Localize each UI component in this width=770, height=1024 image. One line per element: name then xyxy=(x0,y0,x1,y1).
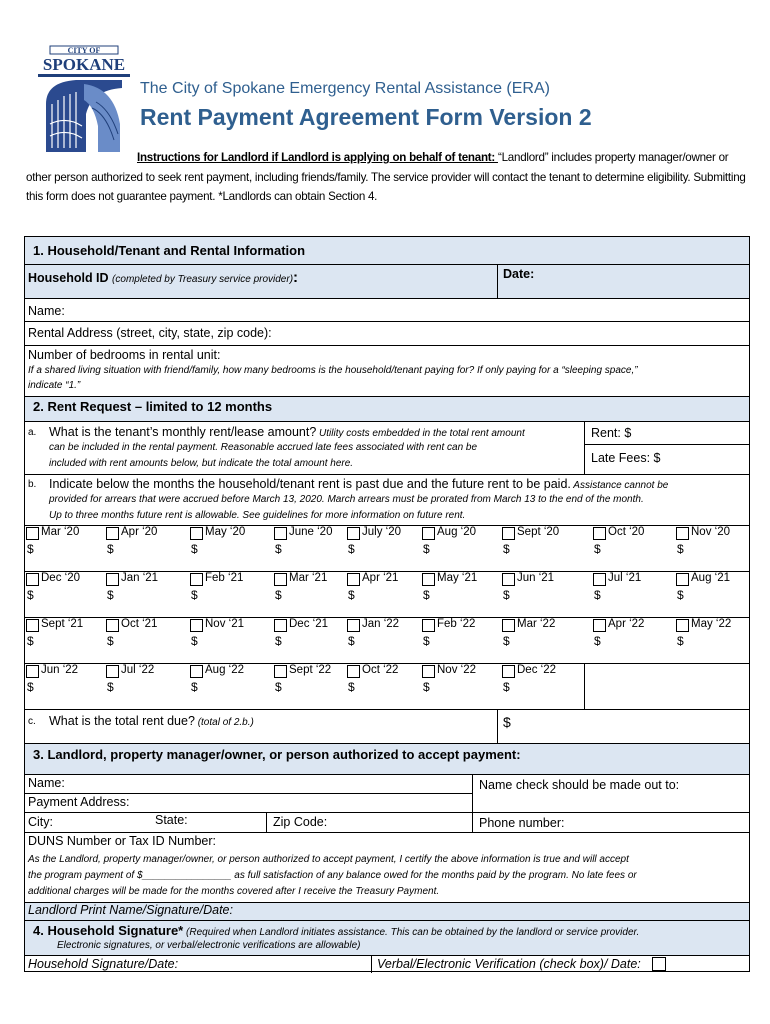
bedrooms-note-line2: indicate “1.” xyxy=(28,380,81,391)
landlord-name-label[interactable]: Name: xyxy=(28,776,65,790)
city-label[interactable]: City: xyxy=(28,815,53,829)
bedrooms-note-line1: If a shared living situation with friend/family, how many bedrooms is the household/tenant paying for? If only paying for a “sleeping space,” xyxy=(28,365,638,376)
month-amount-field[interactable]: $ xyxy=(107,634,114,648)
month-amount-field[interactable]: $ xyxy=(423,680,430,694)
household-id-note: (completed by Treasury service provider) xyxy=(112,274,294,285)
month-cell xyxy=(105,618,188,663)
month-label: Nov ‘21 xyxy=(205,618,244,630)
item-c-question: What is the total rent due? xyxy=(49,714,195,728)
month-cell xyxy=(675,572,747,617)
month-amount-field[interactable]: $ xyxy=(191,588,198,602)
item-b-note-line2: provided for arrears that were accrued before March 13, 2020. March arrears must be prorated from March 13 to the end of the month. xyxy=(49,494,644,505)
month-label: Nov ‘20 xyxy=(691,526,730,538)
month-cell xyxy=(25,664,108,709)
month-label: Apr ‘20 xyxy=(121,526,158,538)
instructions-label: Instructions for Landlord if Landlord is applying on behalf of tenant: xyxy=(137,151,498,164)
month-cell xyxy=(592,572,675,617)
month-checkbox[interactable] xyxy=(274,573,287,586)
month-label: Jun ‘21 xyxy=(517,572,555,584)
month-cell xyxy=(105,664,188,709)
month-cell xyxy=(501,526,584,571)
month-label: Oct ‘21 xyxy=(121,618,158,630)
month-amount-field[interactable]: $ xyxy=(275,634,282,648)
household-id-colon: : xyxy=(293,269,299,286)
month-amount-field[interactable]: $ xyxy=(503,542,510,556)
verbal-verification-label: Verbal/Electronic Verification (check box)/ Date: xyxy=(377,957,641,971)
month-cell xyxy=(592,526,675,571)
month-checkbox[interactable] xyxy=(593,573,606,586)
section4-heading-line xyxy=(33,923,639,938)
city-of-spokane-logo xyxy=(36,44,132,156)
item-b-text: Indicate below the months the household/tenant rent is past due and the future rent to be paid. xyxy=(49,477,571,491)
month-label: Oct ‘20 xyxy=(608,526,645,538)
month-label: Jan ‘21 xyxy=(121,572,159,584)
month-checkbox[interactable] xyxy=(676,573,689,586)
month-cell xyxy=(25,526,108,571)
month-label: May ‘21 xyxy=(437,572,478,584)
month-checkbox[interactable] xyxy=(593,527,606,540)
month-checkbox[interactable] xyxy=(274,527,287,540)
item-b-letter: b. xyxy=(28,479,37,490)
month-amount-field[interactable]: $ xyxy=(594,542,601,556)
duns-tax-id-label[interactable]: DUNS Number or Tax ID Number: xyxy=(28,834,217,848)
household-id-label: Household ID xyxy=(28,271,109,285)
month-label: Aug ‘22 xyxy=(205,664,245,676)
month-cell xyxy=(421,526,504,571)
section4-heading: 4. Household Signature* xyxy=(33,923,184,938)
month-checkbox[interactable] xyxy=(502,527,515,540)
month-checkbox[interactable] xyxy=(190,619,203,632)
month-cell xyxy=(346,526,429,571)
month-amount-field[interactable]: $ xyxy=(503,634,510,648)
month-cell xyxy=(501,572,584,617)
month-checkbox[interactable] xyxy=(422,573,435,586)
month-label: July ‘20 xyxy=(362,526,401,538)
item-c-letter: c. xyxy=(28,716,36,727)
month-amount-field[interactable]: $ xyxy=(423,542,430,556)
month-amount-field[interactable]: $ xyxy=(503,588,510,602)
month-checkbox[interactable] xyxy=(190,527,203,540)
instructions-text: “Landlord” includes property manager/owner or other person authorized to seek rent payment, including friends/family. The service provider will contact the tenant to determine eligibility. Submitting this form does not guarantee payment. *Landlords can obtain Section 4. xyxy=(26,151,746,203)
rent-payment-form xyxy=(24,236,750,972)
item-b-text-line xyxy=(49,477,668,491)
month-amount-field[interactable]: $ xyxy=(677,634,684,648)
month-checkbox[interactable] xyxy=(422,619,435,632)
month-cell xyxy=(273,664,356,709)
item-b-note-line1: Assistance cannot be xyxy=(570,480,669,491)
month-label: Jul ‘22 xyxy=(121,664,155,676)
section4-note-line1: (Required when Landlord initiates assistance. This can be obtained by the landlord or service provider. xyxy=(183,927,640,938)
month-label: Mar ‘21 xyxy=(289,572,328,584)
month-amount-field[interactable]: $ xyxy=(191,634,198,648)
program-subtitle: The City of Spokane Emergency Rental Assistance (ERA) xyxy=(140,80,550,97)
month-checkbox[interactable] xyxy=(347,665,360,678)
month-label: Jun ‘22 xyxy=(41,664,79,676)
month-amount-field[interactable]: $ xyxy=(275,542,282,556)
total-rent-due-field[interactable]: $ xyxy=(503,714,511,730)
month-checkbox[interactable] xyxy=(26,573,39,586)
month-label: Oct ‘22 xyxy=(362,664,399,676)
month-cell xyxy=(501,618,584,663)
month-label: Apr ‘22 xyxy=(608,618,645,630)
month-label: Aug ‘20 xyxy=(437,526,477,538)
month-label: Dec ‘20 xyxy=(41,572,80,584)
month-cell xyxy=(421,572,504,617)
month-cell xyxy=(105,526,188,571)
month-checkbox[interactable] xyxy=(676,527,689,540)
section3-heading: 3. Landlord, property manager/owner, or person authorized to accept payment: xyxy=(33,747,521,762)
landlord-signature-label[interactable]: Landlord Print Name/Signature/Date: xyxy=(28,903,233,917)
check-payee-label[interactable]: Name check should be made out to: xyxy=(479,778,680,792)
item-a-question-line xyxy=(49,425,525,439)
month-checkbox[interactable] xyxy=(274,665,287,678)
month-checkbox[interactable] xyxy=(422,665,435,678)
household-id-row xyxy=(28,269,298,286)
month-amount-field[interactable]: $ xyxy=(423,634,430,648)
month-checkbox[interactable] xyxy=(26,665,39,678)
month-amount-field[interactable]: $ xyxy=(275,588,282,602)
section2-heading: 2. Rent Request – limited to 12 months xyxy=(33,399,273,414)
month-amount-field[interactable]: $ xyxy=(191,542,198,556)
month-checkbox[interactable] xyxy=(347,573,360,586)
month-checkbox[interactable] xyxy=(502,573,515,586)
zip-code-label[interactable]: Zip Code: xyxy=(273,815,328,829)
item-a-note-line1: Utility costs embedded in the total rent amount xyxy=(316,428,525,439)
month-label: Sept ‘20 xyxy=(517,526,560,538)
item-a-note-line2: can be included in the rental payment. Reasonable accrued late fees associated with rent can be xyxy=(49,442,478,453)
month-checkbox[interactable] xyxy=(26,619,39,632)
month-cell xyxy=(421,664,504,709)
month-checkbox[interactable] xyxy=(502,665,515,678)
form-title: Rent Payment Agreement Form Version 2 xyxy=(140,104,592,130)
section1-heading: 1. Household/Tenant and Rental Information xyxy=(33,243,306,258)
month-amount-field[interactable]: $ xyxy=(27,588,34,602)
month-checkbox[interactable] xyxy=(593,619,606,632)
instructions-paragraph xyxy=(26,148,748,207)
month-cell xyxy=(501,664,584,709)
month-label: Jan ‘22 xyxy=(362,618,400,630)
item-c-note: (total of 2.b.) xyxy=(194,717,254,728)
month-cell xyxy=(105,572,188,617)
month-cell xyxy=(675,618,747,663)
household-signature-label[interactable]: Household Signature/Date: xyxy=(28,957,179,971)
month-cell xyxy=(25,572,108,617)
month-cell xyxy=(675,526,747,571)
item-a-question: What is the tenant’s monthly rent/lease amount? xyxy=(49,425,317,439)
item-b-note-line3: Up to three months future rent is allowable. See guidelines for more information on future rent. xyxy=(49,510,466,521)
month-amount-field[interactable]: $ xyxy=(348,680,355,694)
month-checkbox[interactable] xyxy=(190,665,203,678)
verbal-verification-checkbox[interactable] xyxy=(652,957,666,971)
month-label: Jul ‘21 xyxy=(608,572,642,584)
month-cell xyxy=(189,572,272,617)
month-label: May ‘22 xyxy=(691,618,732,630)
month-cell xyxy=(421,618,504,663)
logo-city-of-text: CITY OF xyxy=(67,46,101,55)
month-checkbox[interactable] xyxy=(190,573,203,586)
month-checkbox[interactable] xyxy=(347,527,360,540)
month-label: Nov ‘22 xyxy=(437,664,476,676)
month-label: Sept ‘21 xyxy=(41,618,84,630)
month-cell xyxy=(189,664,272,709)
month-cell xyxy=(273,526,356,571)
month-amount-field[interactable]: $ xyxy=(107,588,114,602)
month-label: Mar ‘22 xyxy=(517,618,556,630)
month-cell xyxy=(273,618,356,663)
month-cell xyxy=(273,572,356,617)
month-label: Dec ‘21 xyxy=(289,618,328,630)
month-amount-field[interactable]: $ xyxy=(423,588,430,602)
month-amount-field[interactable]: $ xyxy=(594,588,601,602)
certification-line2: the program payment of $________________ as full satisfaction of any balance owed for the months paid by the program. No late fees or xyxy=(28,870,637,881)
month-amount-field[interactable]: $ xyxy=(348,588,355,602)
month-checkbox[interactable] xyxy=(106,619,119,632)
month-label: Apr ‘21 xyxy=(362,572,399,584)
phone-number-label[interactable]: Phone number: xyxy=(479,816,565,830)
month-label: Aug ‘21 xyxy=(691,572,731,584)
month-label: Feb ‘21 xyxy=(205,572,244,584)
month-amount-field[interactable]: $ xyxy=(27,634,34,648)
late-fees-label[interactable]: Late Fees: $ xyxy=(591,451,661,465)
month-label: Dec ‘22 xyxy=(517,664,556,676)
month-amount-field[interactable]: $ xyxy=(677,588,684,602)
month-label: Mar ‘20 xyxy=(41,526,80,538)
month-amount-field[interactable]: $ xyxy=(107,542,114,556)
month-amount-field[interactable]: $ xyxy=(348,542,355,556)
state-label[interactable]: State: xyxy=(155,813,188,827)
month-label: Feb ‘22 xyxy=(437,618,476,630)
month-checkbox[interactable] xyxy=(106,665,119,678)
month-amount-field[interactable]: $ xyxy=(348,634,355,648)
month-amount-field[interactable]: $ xyxy=(503,680,510,694)
logo-spokane-text: SPOKANE xyxy=(42,55,126,74)
month-amount-field[interactable]: $ xyxy=(677,542,684,556)
item-a-note-line3: included with rent amounts below, but indicate the total amount here. xyxy=(49,458,354,469)
month-checkbox[interactable] xyxy=(26,527,39,540)
month-cell xyxy=(25,618,108,663)
month-cell xyxy=(346,664,429,709)
date-label: Date: xyxy=(503,267,535,281)
tenant-name-label[interactable]: Name: xyxy=(28,304,65,318)
bedrooms-label[interactable]: Number of bedrooms in rental unit: xyxy=(28,348,221,362)
month-cell xyxy=(189,526,272,571)
certification-line1: As the Landlord, property manager/owner, or person authorized to accept payment, I certify the above information is true and will accept xyxy=(28,854,629,865)
certification-line3: additional charges will be made for the months covered after I receive the Treasury Payment. xyxy=(28,886,440,897)
item-c-line xyxy=(49,714,254,728)
month-label: Sept ‘22 xyxy=(289,664,332,676)
month-checkbox[interactable] xyxy=(422,527,435,540)
month-amount-field[interactable]: $ xyxy=(107,680,114,694)
month-checkbox[interactable] xyxy=(274,619,287,632)
item-a-letter: a. xyxy=(28,427,37,438)
month-checkbox[interactable] xyxy=(106,527,119,540)
month-cell xyxy=(346,572,429,617)
month-checkbox[interactable] xyxy=(502,619,515,632)
month-checkbox[interactable] xyxy=(347,619,360,632)
month-amount-field[interactable]: $ xyxy=(191,680,198,694)
month-cell xyxy=(189,618,272,663)
rent-amount-label[interactable]: Rent: $ xyxy=(591,426,632,440)
month-label: May ‘20 xyxy=(205,526,246,538)
rental-address-label[interactable]: Rental Address (street, city, state, zip code): xyxy=(28,326,272,340)
month-amount-field[interactable]: $ xyxy=(27,542,34,556)
payment-address-label[interactable]: Payment Address: xyxy=(28,795,130,809)
section4-note-line2: Electronic signatures, or verbal/electronic verifications are allowable) xyxy=(57,940,361,951)
month-checkbox[interactable] xyxy=(676,619,689,632)
month-amount-field[interactable]: $ xyxy=(27,680,34,694)
month-label: June ‘20 xyxy=(289,526,333,538)
month-cell xyxy=(592,618,675,663)
month-checkbox[interactable] xyxy=(106,573,119,586)
month-cell xyxy=(346,618,429,663)
month-amount-field[interactable]: $ xyxy=(594,634,601,648)
month-amount-field[interactable]: $ xyxy=(275,680,282,694)
